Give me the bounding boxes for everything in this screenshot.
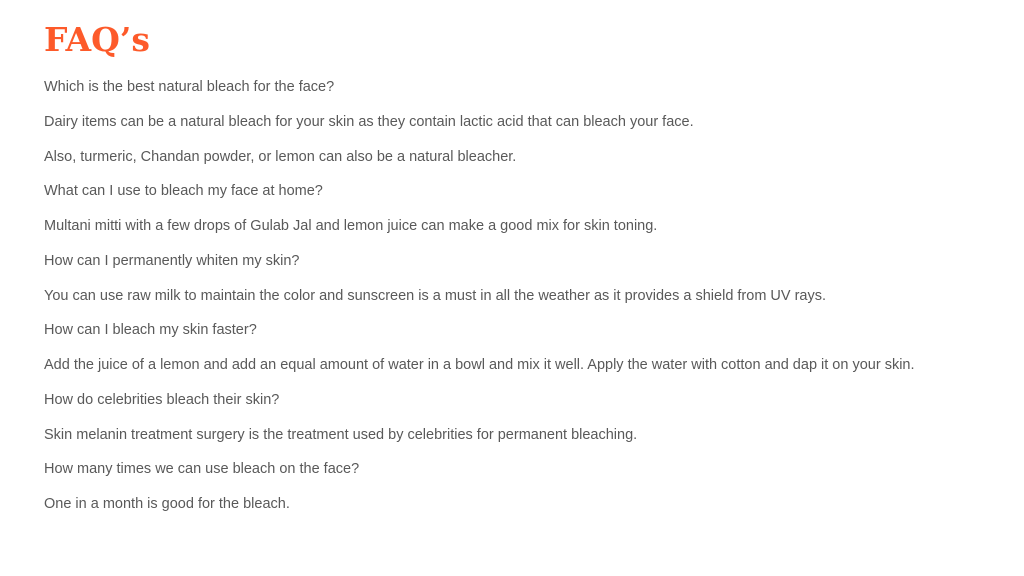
faq-question: What can I use to bleach my face at home? (44, 183, 323, 200)
faq-answer: You can use raw milk to maintain the color and sunscreen is a must in all the weather as it provides a shield from UV rays. (44, 287, 827, 304)
faq-answer: Add the juice of a lemon and add an equal amount of water in a bowl and mix it well. Apply the water with cotton and dap it on your skin. (44, 357, 915, 373)
faq-list (44, 75, 1004, 527)
faq-answer: One in a month is good for the bleach. (44, 496, 290, 512)
faq-question: How can I bleach my skin faster? (44, 322, 257, 339)
faq-answer: Skin melanin treatment surgery is the treatment used by celebrities for permanent bleaching. (44, 426, 638, 443)
faq-answer: Multani mitti with a few drops of Gulab Jal and lemon juice can make a good mix for skin toning. (44, 218, 658, 234)
faq-question: How can I permanently whiten my skin? (44, 252, 300, 269)
page-title: FAQ’s (44, 20, 150, 59)
faq-answer: Dairy items can be a natural bleach for your skin as they contain lactic acid that can bleach your face. (44, 113, 694, 130)
faq-question: How do celebrities bleach their skin? (44, 391, 280, 408)
faq-answer: Also, turmeric, Chandan powder, or lemon can also be a natural bleacher. (44, 148, 517, 165)
faq-question: Which is the best natural bleach for the face? (44, 79, 335, 95)
faq-question: How many times we can use bleach on the face? (44, 461, 360, 478)
